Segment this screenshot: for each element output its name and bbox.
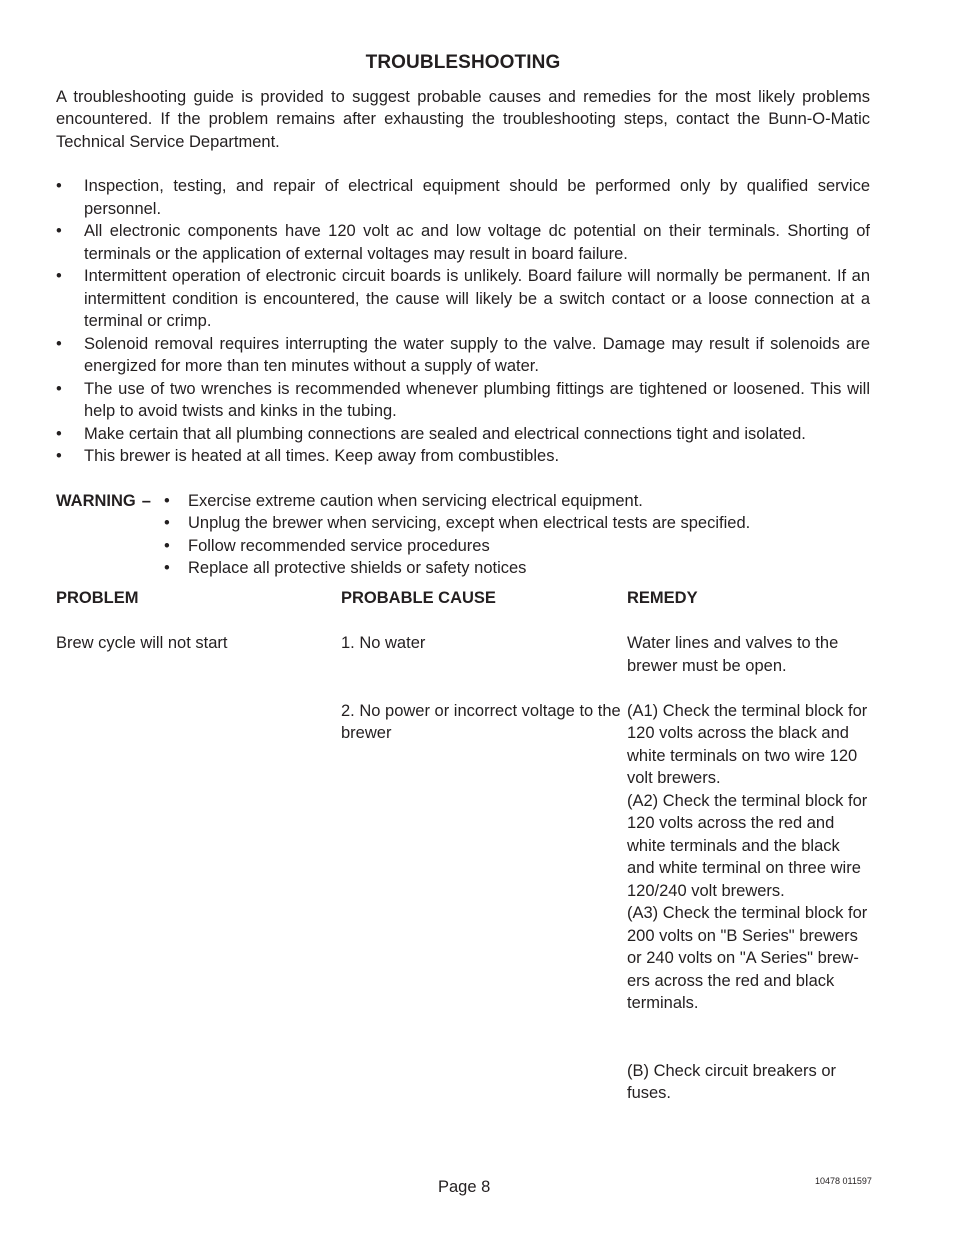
bullet-icon: •	[56, 424, 62, 443]
warning-block	[56, 490, 870, 580]
list-item	[164, 535, 750, 558]
table-row	[56, 632, 870, 1105]
cause-cell	[341, 632, 627, 1105]
warning-label	[56, 490, 164, 580]
warning-text: Unplug the brewer when servicing, except when electrical tests are specified.	[188, 514, 751, 532]
warning-list	[164, 490, 750, 580]
bullet-icon: •	[56, 222, 62, 240]
troubleshooting-table	[56, 587, 870, 1105]
problem-text: Brew cycle will not start	[56, 634, 228, 652]
cause-1: 1. No water	[341, 634, 426, 652]
list-item	[56, 378, 870, 423]
bullet-text: Inspection, testing, and repair of electrical equipment should be performed only by qualified service personnel.	[84, 177, 870, 218]
bullet-text: The use of two wrenches is recommended whenever plumbing fittings are tightened or loosened. This will help to avoid twists and kinks in the tubing.	[84, 379, 870, 420]
bullet-icon: •	[164, 536, 170, 555]
warning-text: Replace all protective shields or safety notices	[188, 559, 527, 577]
header-problem: PROBLEM	[56, 589, 139, 607]
header-remedy: REMEDY	[627, 589, 698, 607]
remedy-2-a2: (A2) Check the terminal block for 120 volts across the red and white terminals and the black and white terminal on three wire 120/240 volt brewers.	[627, 791, 868, 900]
page-title: TROUBLESHOOTING	[365, 52, 561, 73]
bullet-text: Make certain that all plumbing connections are sealed and electrical connections tight and isolated.	[84, 424, 806, 443]
document-code: 10478 011597	[815, 1176, 872, 1186]
bullet-icon: •	[56, 177, 62, 195]
warning-text: Exercise extreme caution when servicing electrical equipment.	[188, 491, 643, 510]
bullet-icon: •	[56, 334, 62, 353]
remedy-2-a1: (A1) Check the terminal block for 120 volts across the black and white terminals on two wire 120 volt brewers.	[627, 701, 868, 787]
bullet-icon: •	[56, 379, 62, 398]
warning-label-text: WARNING	[56, 491, 136, 510]
precautions-list	[56, 175, 870, 468]
list-item	[56, 445, 870, 468]
remedy-2-a3: (A3) Check the terminal block for 200 volts on "B Series" brewers or 240 volts on "A Series" brew-ers across the red and black terminals.	[627, 904, 868, 1012]
list-item	[164, 512, 750, 535]
list-item	[56, 175, 870, 220]
bullet-icon: •	[56, 447, 62, 465]
remedy-1: Water lines and valves to the brewer must be open.	[627, 634, 839, 675]
bullet-icon: •	[164, 559, 170, 577]
page-content	[56, 52, 870, 580]
table-header	[56, 587, 870, 610]
bullet-text: This brewer is heated at all times. Keep away from combustibles.	[84, 447, 560, 465]
warning-text: Follow recommended service procedures	[188, 536, 490, 555]
page-number: Page 8	[438, 1178, 491, 1196]
list-item	[56, 265, 870, 333]
problem-cell	[56, 632, 341, 1105]
cause-2: 2. No power or incorrect voltage to the brewer	[341, 701, 621, 742]
list-item	[56, 423, 870, 446]
bullet-text: Intermittent operation of electronic circuit boards is unlikely. Board failure will normally be permanent. If an intermittent condition is encountered, the cause will likely be a switch contact or a loose connection at a terminal or crimp.	[84, 267, 870, 330]
list-item	[164, 557, 750, 580]
warning-dash: –	[141, 491, 151, 510]
bullet-text: All electronic components have 120 volt ac and low voltage dc potential on their terminals. Shorting of terminals or the application of external voltages may result in board failure.	[84, 222, 870, 263]
header-cause: PROBABLE CAUSE	[341, 589, 496, 607]
list-item	[164, 490, 750, 513]
bullet-icon: •	[56, 267, 62, 285]
list-item	[56, 333, 870, 378]
bullet-icon: •	[164, 514, 170, 532]
intro-paragraph: A troubleshooting guide is provided to suggest probable causes and remedies for the most likely problems encountered. If the problem remains after exhausting the troubleshooting steps, contact the Bunn-O-Matic Technical Service Department.	[56, 87, 870, 151]
list-item	[56, 220, 870, 265]
bullet-icon: •	[164, 491, 170, 510]
bullet-text: Solenoid removal requires interrupting the water supply to the valve. Damage may result if solenoids are energized for more than ten minutes without a supply of water.	[84, 334, 870, 375]
remedy-2-b: (B) Check circuit breakers or fuses.	[627, 1061, 837, 1102]
remedy-cell	[627, 632, 870, 1105]
